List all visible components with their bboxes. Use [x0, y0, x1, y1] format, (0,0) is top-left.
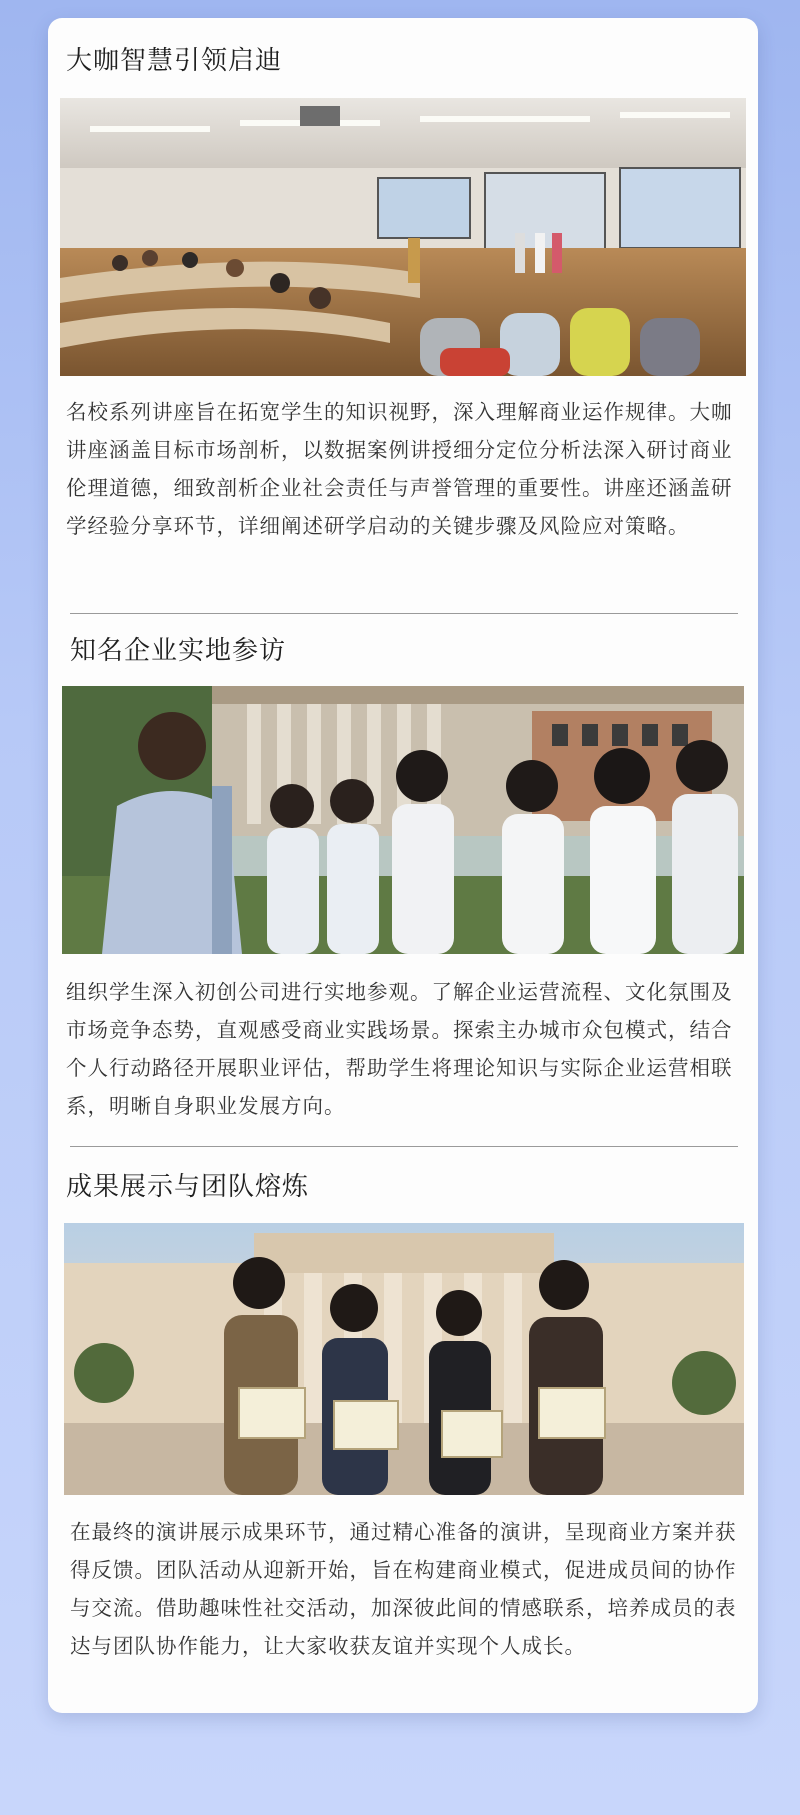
section-title-visits: 知名企业实地参访 [70, 636, 287, 666]
section-body-lectures: 名校系列讲座旨在拓宽学生的知识视野，深入理解商业运作规律。大咖讲座涵盖目标市场剖析，以数据案例讲授细分定位分析法深入研讨商业伦理道德，细致剖析企业社会责任与声誉管理的重要性。讲座还涵盖研学经验分享环节，详细阐述研学启动的关键步骤及风险应对策略。 [66, 400, 733, 538]
campus-visit-photo [62, 686, 744, 954]
certificate-ceremony-photo [64, 1223, 744, 1495]
section-divider [70, 1146, 738, 1147]
section-body-visits: 组织学生深入初创公司进行实地参观。了解企业运营流程、文化氛围及市场竞争态势，直观感受商业实践场景。探索主办城市众包模式，结合个人行动路径开展职业评估，帮助学生将理论知识与实际企业运营相联系，明晰自身职业发展方向。 [66, 980, 733, 1118]
section-title-showcase: 成果展示与团队熔炼 [66, 1172, 310, 1202]
section-divider [70, 613, 738, 614]
lecture-hall-photo [60, 98, 746, 376]
section-body-showcase: 在最终的演讲展示成果环节，通过精心准备的演讲，呈现商业方案并获得反馈。团队活动从迎新开始，旨在构建商业模式，促进成员间的协作与交流。借助趣味性社交活动，加深彼此间的情感联系，培养成员的表达与团队协作能力，让大家收获友谊并实现个人成长。 [70, 1520, 737, 1658]
content-card [48, 18, 758, 1713]
section-title-lectures: 大咖智慧引领启迪 [66, 46, 283, 76]
